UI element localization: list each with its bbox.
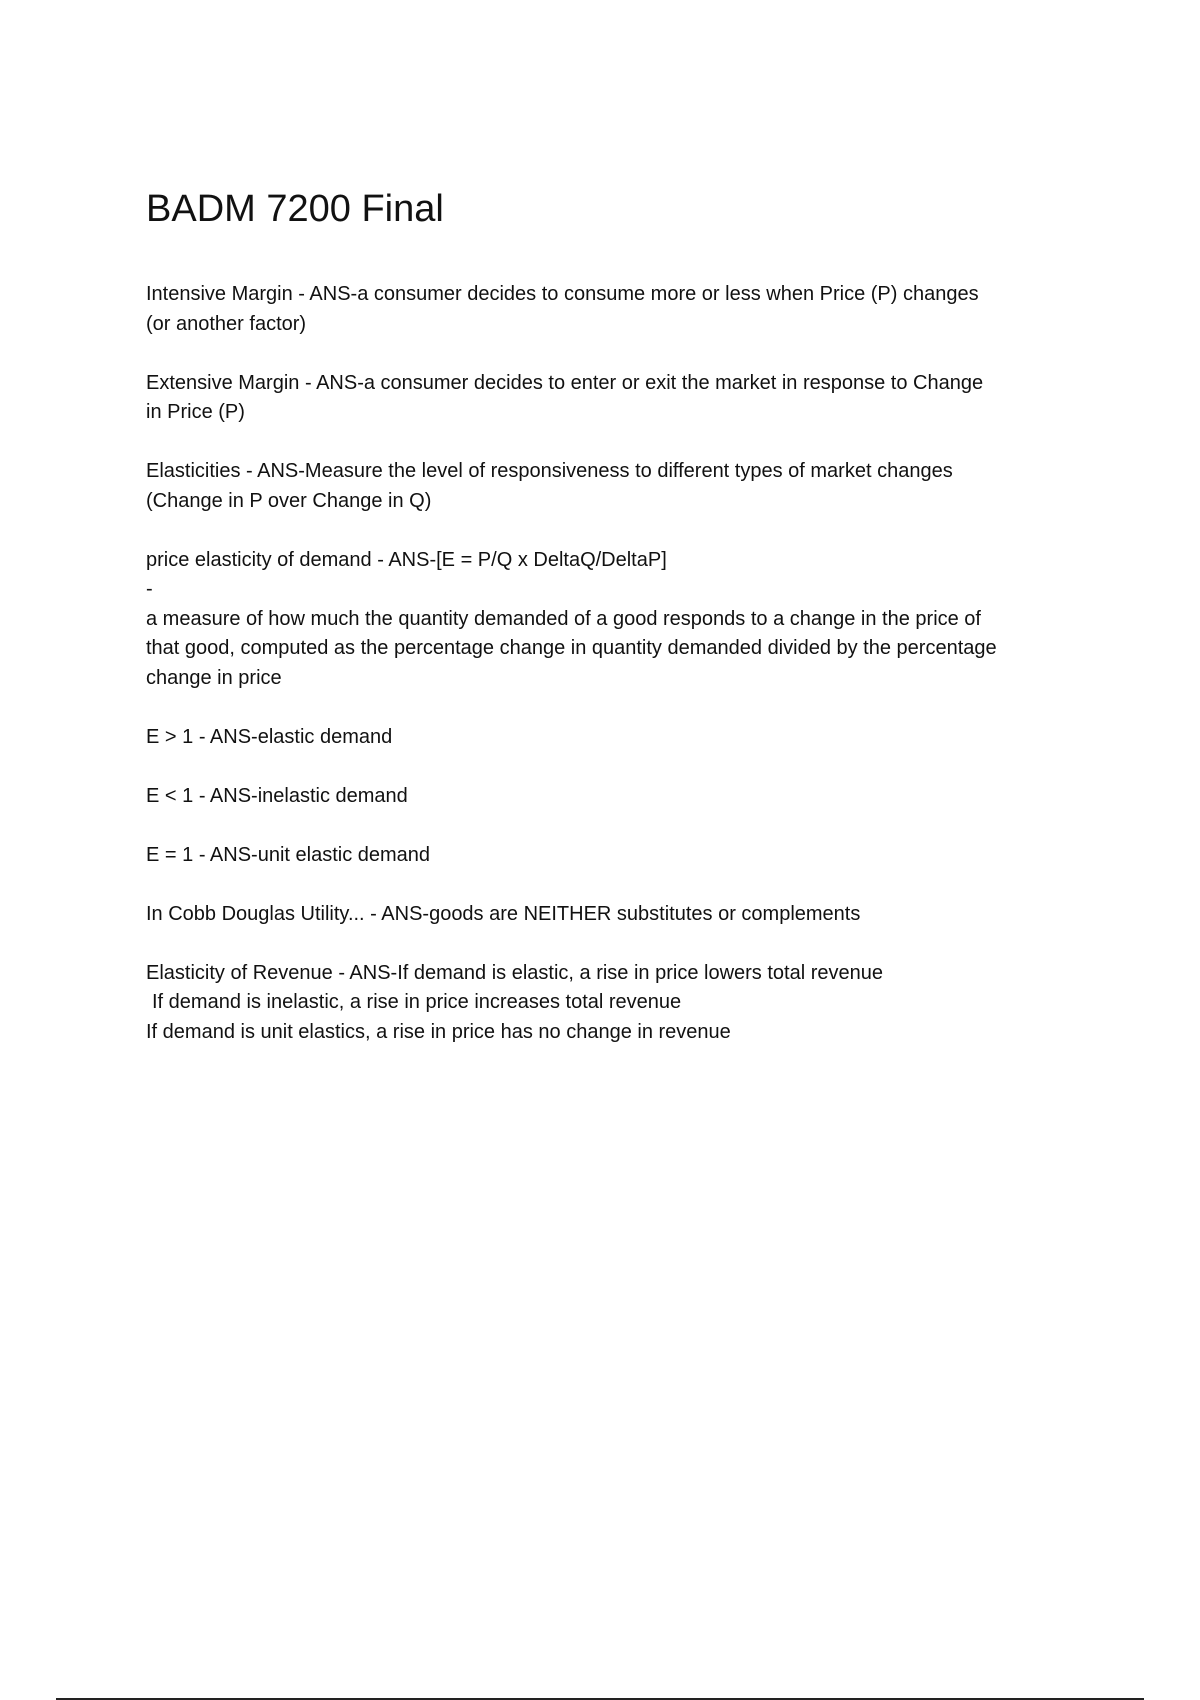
entry-line: - bbox=[146, 578, 153, 600]
entry-price-elasticity-of-demand bbox=[146, 546, 1096, 694]
entry-line: E = 1 - ANS-unit elastic demand bbox=[146, 843, 431, 866]
entry-line: Elasticity of Revenue - ANS-If demand is elastic, a rise in price lowers total revenue bbox=[146, 961, 883, 984]
entry-line: Intensive Margin - ANS-a consumer decides to consume more or less when Price (P) changes bbox=[146, 283, 979, 305]
entry-line: in Price (P) bbox=[146, 401, 245, 423]
entry-line: price elasticity of demand - ANS-[E = P/Q x DeltaQ/DeltaP] bbox=[146, 548, 667, 571]
entry-line: change in price bbox=[146, 666, 282, 689]
entry-intensive-margin bbox=[146, 280, 1096, 339]
entry-line: Extensive Margin - ANS-a consumer decides to enter or exit the market in response to Change bbox=[146, 371, 984, 394]
entry-cobb-douglas-utility bbox=[146, 900, 1096, 930]
entry-elasticities bbox=[146, 457, 1096, 516]
entry-line: (Change in P over Change in Q) bbox=[146, 489, 432, 512]
document-body bbox=[146, 280, 1096, 1077]
entry-elastic-demand bbox=[146, 723, 1096, 753]
entry-line: a measure of how much the quantity demanded of a good responds to a change in the price of bbox=[146, 607, 981, 630]
entry-line: E > 1 - ANS-elastic demand bbox=[146, 725, 393, 748]
entry-line: If demand is unit elastics, a rise in price has no change in revenue bbox=[146, 1020, 731, 1043]
entry-line: In Cobb Douglas Utility... - ANS-goods are NEITHER substitutes or complements bbox=[146, 902, 861, 925]
entry-unit-elastic-demand bbox=[146, 841, 1096, 871]
entry-line: Elasticities - ANS-Measure the level of responsiveness to different types of market changes bbox=[146, 460, 953, 482]
entry-line: (or another factor) bbox=[146, 312, 307, 335]
entry-line: E < 1 - ANS-inelastic demand bbox=[146, 784, 408, 807]
entry-line: If demand is inelastic, a rise in price increases total revenue bbox=[152, 991, 682, 1013]
entry-line: that good, computed as the percentage change in quantity demanded divided by the percentage bbox=[146, 637, 997, 659]
entry-extensive-margin bbox=[146, 369, 1096, 428]
entry-elasticity-of-revenue bbox=[146, 959, 1096, 1048]
entry-inelastic-demand bbox=[146, 782, 1096, 812]
document-title: BADM 7200 Final bbox=[146, 188, 444, 230]
